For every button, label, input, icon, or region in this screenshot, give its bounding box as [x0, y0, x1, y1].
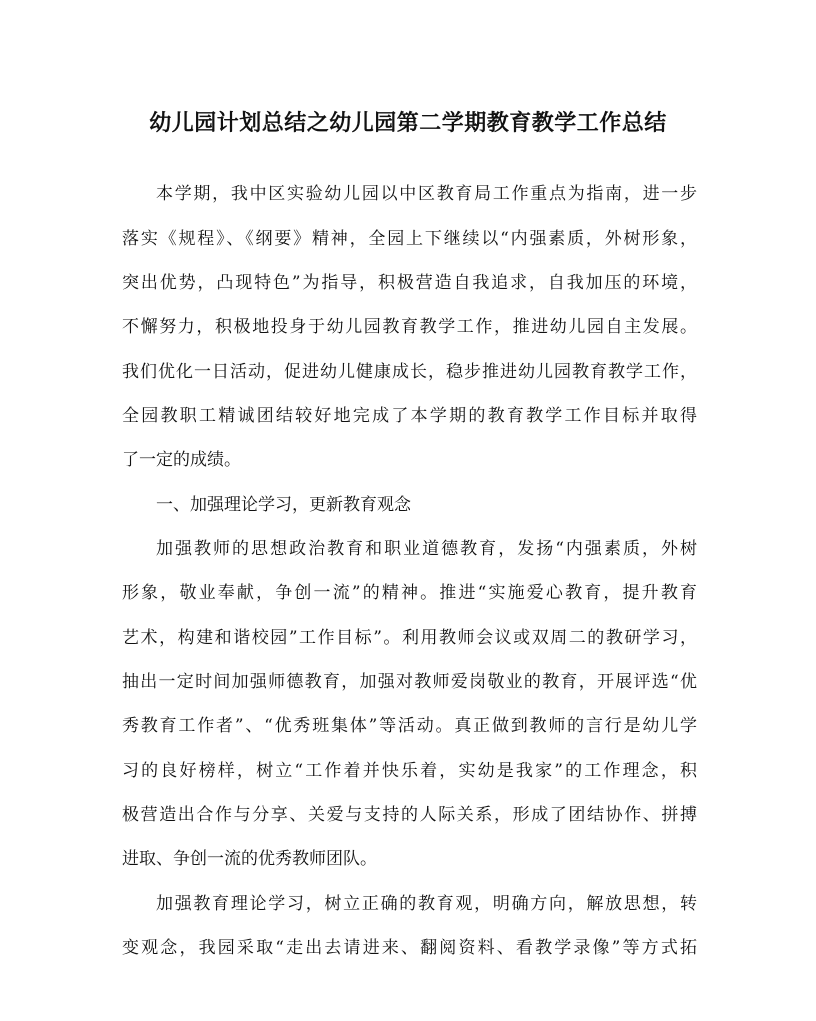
paragraph-line: 本学期，我中区实验幼儿园以中区教育局工作重点为指南，进一步 [156, 184, 697, 204]
paragraph-line: 了一定的成绩。 [122, 450, 241, 470]
paragraph-line: 抽出一定时间加强师德教育，加强对教师爱岗敬业的教育，开展评选“优 [122, 672, 697, 692]
paragraph-line: 变观念，我园采取“走出去请进来、翻阅资料、看教学录像”等方式拓 [122, 938, 697, 958]
paragraph-line: 加强教师的思想政治教育和职业道德教育，发扬“内强素质，外树 [156, 539, 697, 559]
paragraph-line: 不懈努力，积极地投身于幼儿园教育教学工作，推进幼儿园自主发展。 [122, 317, 697, 337]
paragraph-line: 进取、争创一流的优秀教师团队。 [122, 849, 377, 869]
paragraph-line: 落实《规程》、《纲要》精神，全园上下继续以“内强素质，外树形象， [122, 229, 697, 249]
paragraph-line: 极营造出合作与分享、关爱与支持的人际关系，形成了团结协作、拼搏 [122, 805, 697, 825]
paragraph-line: 我们优化一日活动，促进幼儿健康成长，稳步推进幼儿园教育教学工作， [122, 362, 697, 382]
paragraph-line: 全园教职工精诚团结较好地完成了本学期的教育教学工作目标并取得 [122, 406, 697, 426]
paragraph-line: 突出优势，凸现特色”为指导，积极营造自我追求，自我加压的环境， [122, 273, 697, 293]
paragraph-line: 形象，敬业奉献，争创一流”的精神。推进“实施爱心教育，提升教育 [122, 583, 697, 603]
section-heading: 一、加强理论学习，更新教育观念 [156, 495, 411, 515]
document-title: 幼儿园计划总结之幼儿园第二学期教育教学工作总结 [149, 110, 667, 136]
paragraph-line: 加强教育理论学习，树立正确的教育观，明确方向，解放思想，转 [156, 894, 697, 914]
paragraph-line: 习的良好榜样，树立“工作着并快乐着，实幼是我家”的工作理念，积 [122, 761, 697, 781]
paragraph-line: 艺术，构建和谐校园”工作目标”。利用教师会议或双周二的教研学习， [122, 628, 697, 648]
paragraph-line: 秀教育工作者”、“优秀班集体”等活动。真正做到教师的言行是幼儿学 [122, 716, 697, 736]
